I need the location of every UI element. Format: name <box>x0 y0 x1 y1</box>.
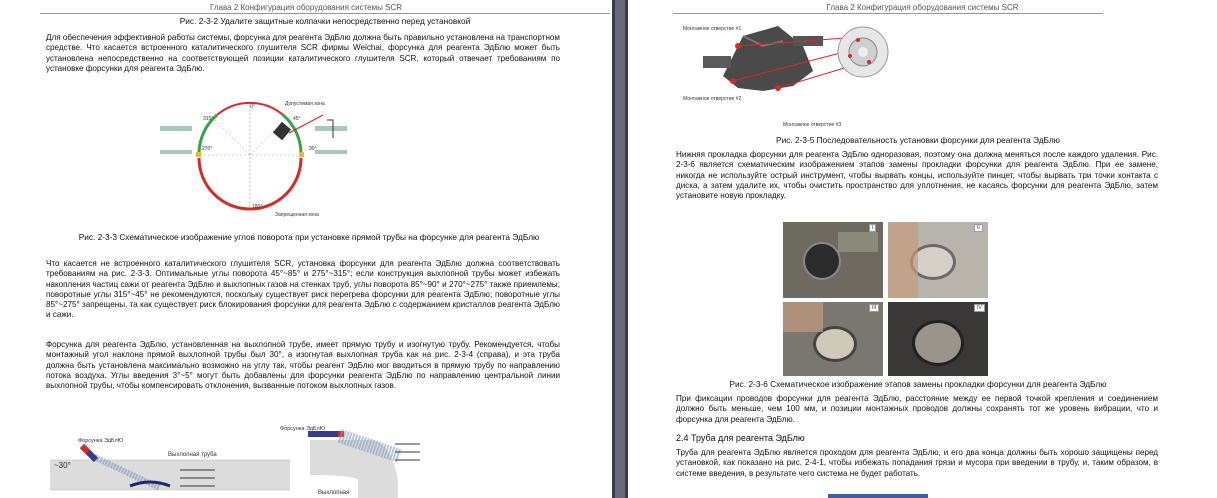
zone-label: Допустимая зона <box>285 101 325 107</box>
angle-label: 180° <box>252 204 263 210</box>
plate-bar <box>160 126 192 131</box>
running-header: Глава 2 Конфигурация оборудования системы SCR <box>826 3 1019 12</box>
step-photo <box>888 302 988 376</box>
header-rule <box>40 13 610 14</box>
mounting-hole-label: Монтажное отверстие #3 <box>783 122 842 128</box>
page-gutter <box>612 0 628 498</box>
paragraph: Для обеспечения эффективной работы системы, форсунка для реагента ЭдБлю должна быть правильно установлена на транспортном средстве. Что касается встроенного каталитического глушителя SCR фирмы Weichai, форсунка для реагента ЭдБлю может быть установлена непосредственно на соответствующей позиции каталитического глушителя SCR, который отвечает требованиям по установке форсунки для реагента ЭдБлю. <box>46 33 560 73</box>
plate-bar <box>315 126 347 131</box>
angle-label: 315° <box>203 116 214 122</box>
figure-label: Форсунка ЭдБлЮ <box>280 426 326 432</box>
photo-label: III <box>869 304 879 312</box>
injector-icon <box>273 122 291 140</box>
angle-label: 270° <box>202 146 213 152</box>
figure-caption: Рис. 2-3-5 Последовательность установки форсунки для реагента ЭдБлю <box>776 135 1060 145</box>
figure-label: Форсунка ЭдБлЮ <box>78 438 124 444</box>
paragraph: Форсунка для реагента ЭдБлю, установленная на выхлопной трубе, имеет прямую трубу и изогнутую трубу. Рекомендуется, чтобы монтажный угол наклона прямой выхлопной трубы был 30°, а изогнутая выхлопная труба как на рис. 2-3-4 (справа), и эта труба должна быть установлена максимально возможно на углу так, чтобы реагент ЭдБлю мог вводиться в прямую трубу по направлению потока воздуха. Углы введения 3°~5° могут быть добавлены для форсунки реагента ЭдБлю по направлению центральной линии выхлопной трубы, чтобы компенсировать отклонения, вызванные потоком выхлопных газов. <box>46 340 560 391</box>
angle-label: 45° <box>293 116 301 122</box>
zone-label: Запрещенная зона <box>275 212 319 218</box>
figure-edge <box>828 494 928 498</box>
paragraph: Нижняя прокладка форсунки для реагента ЭдБлю одноразовая, поэтому она должна меняться после каждого удаления. Рис. 2-3-6 является схематическим изображением этапов замены прокладки форсунки для реагента ЭдБлю. При ее замене, никогда не используйте острый инструмент, чтобы вырвать концы, используйте пинцет, чтобы вырвать три точки контакта с диска, а затем удалите их, чтобы очистить пространство для уплотнения, не касаясь форсунки для реагента ЭдБлю, затем установите новую прокладку. <box>676 150 1158 201</box>
rotation-angle-diagram <box>155 100 355 218</box>
injector-mounting-figure <box>683 16 893 130</box>
paragraph: Труба для реагента ЭдБлю является проходом для реагента ЭдБлю, и его два конца должны быть хорошо защищены перед установкой, как показано на рис. 2-4-1, чтобы избежать попадания грязи и мусора при введении в трубу, и, таким образом, в системе введения, в результате чего система не будет работать. <box>676 448 1158 478</box>
photo-label: II <box>974 224 983 232</box>
figure-caption: Рис. 2-3-3 Схематическое изображение углов поворота при установке прямой трубы на форсунке для реагента ЭдБлю <box>78 232 540 242</box>
figure-label: Выхлопная труба <box>168 452 217 458</box>
figure-caption: Рис. 2-3-2 Удалите защитные колпачки непосредственно перед установкой <box>179 16 471 26</box>
step-photo <box>783 302 883 376</box>
plate-bar <box>160 150 192 154</box>
exhaust-pipe-figure <box>40 420 600 498</box>
figure-label: Выхлопная <box>318 490 350 496</box>
angle-label: 0° <box>250 104 255 110</box>
scrollbar[interactable] <box>615 0 625 498</box>
step-photo <box>888 222 988 298</box>
figure-label: ~30° <box>54 461 71 470</box>
mounting-hole-label: Монтажное отверстие #2 <box>683 96 742 102</box>
paragraph: Что касается не встроенного каталитического глушителя SCR, установка форсунки для реагента ЭдБлю должна соответствовать требованиям на рис. 2-3-3. Оптимальные углы поворота 45°~85° и 275°~315°; если конструкция выхлопной трубы может избежать накопления частиц сажи от реагента ЭдБлю и выхлопных газов на стенках труб, углы поворота 85°~90° и 270°~275° также приемлемы; поворотные углы 315°~45° не рекомендуются, поскольку существует риск перегрева форсунки для реагента ЭдБлю; поворотные углы 85°~275° запрещены, та как существует риск блокирования форсунки для реагента ЭдБлю с содержанием кристаллов реагента ЭдБлю и сажи. <box>46 259 560 320</box>
photo-label: I <box>869 224 876 232</box>
step-photo <box>783 222 883 298</box>
photo-label: IV <box>974 304 985 312</box>
right-page <box>628 0 1217 498</box>
plate-bar <box>315 150 347 154</box>
angle-label: 90° <box>309 146 317 152</box>
section-heading: 2.4 Труба для реагента ЭдБлю <box>676 433 805 443</box>
paragraph: При фиксации проводов форсунки для реагента ЭдБлю, расстояние между ее первой точкой крепления и соединением должно быть меньше, чем 100 мм, и позиции монтажных проводов должны сохранять тот же уровень вибрации, что и форсунка для реагента ЭдБлю. <box>676 394 1158 424</box>
mounting-hole-label: Монтажное отверстие #1 <box>683 26 742 32</box>
header-rule <box>673 13 1103 14</box>
running-header: Глава 2 Конфигурация оборудования системы SCR <box>209 3 402 12</box>
figure-caption: Рис. 2-3-6 Схематическое изображение этапов замены прокладки форсунки для реагента ЭдБлю <box>729 379 1107 389</box>
